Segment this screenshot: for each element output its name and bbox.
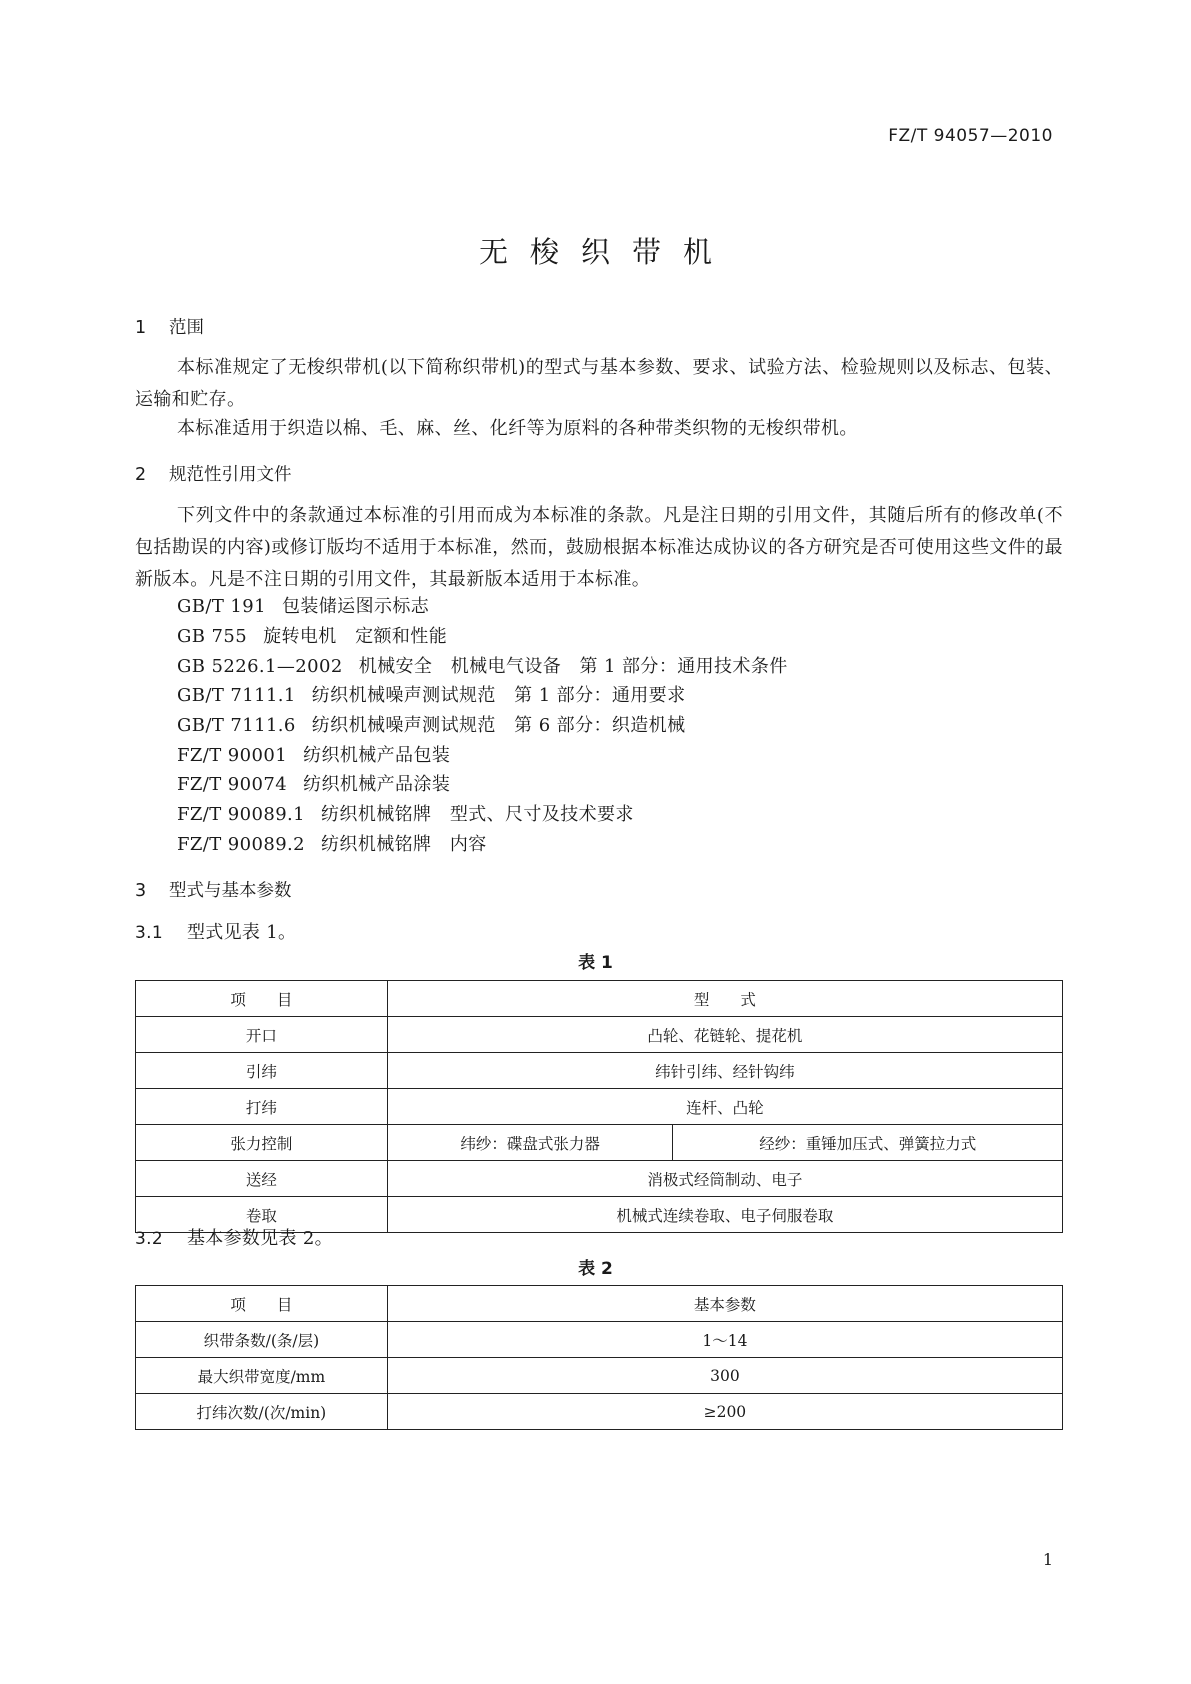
subsection-number: 3.2 [135, 1229, 163, 1249]
table-cell: 张力控制 [136, 1125, 388, 1161]
reference-title: 纺织机械噪声测试规范 第 1 部分：通用要求 [311, 685, 686, 706]
reference-code: FZ/T 90089.2 [177, 834, 306, 855]
reference-code: GB 755 [177, 626, 248, 647]
subsection-3-1 [135, 918, 296, 944]
section-1-paragraph-2: 本标准适用于织造以棉、毛、麻、丝、化纤等为原料的各种带类织物的无梭织带机。 [177, 418, 858, 439]
subsection-number: 3.1 [135, 923, 163, 943]
subsection-text: 基本参数见表 2。 [187, 1228, 333, 1249]
table-cell: 打纬 [136, 1089, 388, 1125]
reference-title: 旋转电机 定额和性能 [263, 626, 448, 647]
table-cell: 开口 [136, 1017, 388, 1053]
subsection-text: 型式见表 1。 [187, 922, 297, 943]
reference-item [177, 711, 685, 737]
table-row [136, 1161, 1063, 1197]
section-3-heading [135, 877, 292, 902]
reference-item [177, 681, 685, 707]
table-header-row [136, 1286, 1063, 1322]
table-cell: 连杆、凸轮 [387, 1089, 1062, 1125]
table-2 [135, 1285, 1063, 1430]
table-header-cell: 基本参数 [387, 1286, 1062, 1322]
reference-code: GB/T 7111.6 [177, 715, 296, 736]
section-title: 范围 [169, 318, 204, 338]
table-header-cell: 项 目 [136, 981, 388, 1017]
table-row [136, 1053, 1063, 1089]
reference-code: FZ/T 90074 [177, 774, 288, 795]
page-title: 无梭织带机 [478, 235, 734, 269]
table-header-cell: 项 目 [136, 1286, 388, 1322]
table-cell: 引纬 [136, 1053, 388, 1089]
table-cell: ≥200 [387, 1394, 1062, 1430]
subsection-3-2 [135, 1224, 333, 1250]
reference-item [177, 830, 487, 856]
reference-code: FZ/T 90089.1 [177, 804, 306, 825]
table-cell: 纬纱：碟盘式张力器 [387, 1125, 673, 1161]
reference-item [177, 592, 429, 618]
table-cell: 消极式经筒制动、电子 [387, 1161, 1062, 1197]
table-header-cell: 型 式 [387, 981, 1062, 1017]
reference-code: FZ/T 90001 [177, 745, 288, 766]
table-cell: 打纬次数/(次/min) [136, 1394, 388, 1430]
section-number: 2 [135, 465, 147, 485]
reference-item [177, 652, 788, 678]
table-row [136, 1322, 1063, 1358]
table-cell: 1～14 [387, 1322, 1062, 1358]
reference-title: 纺织机械铭牌 型式、尺寸及技术要求 [321, 804, 634, 825]
document-number: FZ/T 94057—2010 [888, 126, 1053, 146]
table-row [136, 1358, 1063, 1394]
reference-item [177, 770, 450, 796]
reference-title: 包装储运图示标志 [281, 596, 430, 617]
table-1 [135, 980, 1063, 1233]
reference-item [177, 800, 634, 826]
reference-title: 纺织机械铭牌 内容 [321, 834, 487, 855]
table-cell: 织带条数/(条/层) [136, 1322, 388, 1358]
table-cell: 凸轮、花链轮、提花机 [387, 1017, 1062, 1053]
table-1-caption: 表 1 [578, 953, 613, 973]
section-2-heading [135, 461, 292, 486]
reference-title: 纺织机械产品包装 [303, 745, 451, 766]
table-cell: 经纱：重锤加压式、弹簧拉力式 [673, 1125, 1063, 1161]
table-cell: 机械式连续卷取、电子伺服卷取 [387, 1197, 1062, 1233]
section-title: 型式与基本参数 [169, 881, 292, 901]
reference-title: 纺织机械噪声测试规范 第 6 部分：织造机械 [311, 715, 686, 736]
reference-code: GB/T 191 [177, 596, 266, 617]
table-row [136, 1394, 1063, 1430]
table-cell: 纬针引纬、经针钩纬 [387, 1053, 1062, 1089]
section-2-paragraph-1: 下列文件中的条款通过本标准的引用而成为本标准的条款。凡是注日期的引用文件，其随后所有的修改单(不包括勘误的内容)或修订版均不适用于本标准，然而，鼓励根据本标准达成协议的各方研究是否可使用这些文件的最新版本。凡是不注日期的引用文件，其最新版本适用于本标准。 [135, 505, 1063, 590]
section-title: 规范性引用文件 [169, 465, 292, 485]
table-row [136, 1125, 1063, 1161]
reference-title: 纺织机械产品涂装 [303, 774, 451, 795]
table-cell: 最大织带宽度/mm [136, 1358, 388, 1394]
section-number: 3 [135, 881, 147, 901]
section-number: 1 [135, 318, 147, 338]
table-2-caption: 表 2 [578, 1259, 613, 1279]
table-cell: 300 [387, 1358, 1062, 1394]
table-header-row [136, 981, 1063, 1017]
reference-code: GB/T 7111.1 [177, 685, 296, 706]
table-row [136, 1017, 1063, 1053]
reference-code: GB 5226.1—2002 [177, 656, 343, 677]
table-cell: 卷取 [136, 1197, 388, 1233]
reference-item [177, 741, 450, 767]
reference-item [177, 622, 447, 648]
table-cell: 送经 [136, 1161, 388, 1197]
section-1-paragraph-1: 本标准规定了无梭织带机(以下简称织带机)的型式与基本参数、要求、试验方法、检验规则以及标志、包装、运输和贮存。 [135, 357, 1063, 410]
page-number: 1 [1042, 1550, 1053, 1569]
reference-title: 机械安全 机械电气设备 第 1 部分：通用技术条件 [358, 656, 788, 677]
table-row [136, 1089, 1063, 1125]
section-1-heading [135, 314, 204, 339]
